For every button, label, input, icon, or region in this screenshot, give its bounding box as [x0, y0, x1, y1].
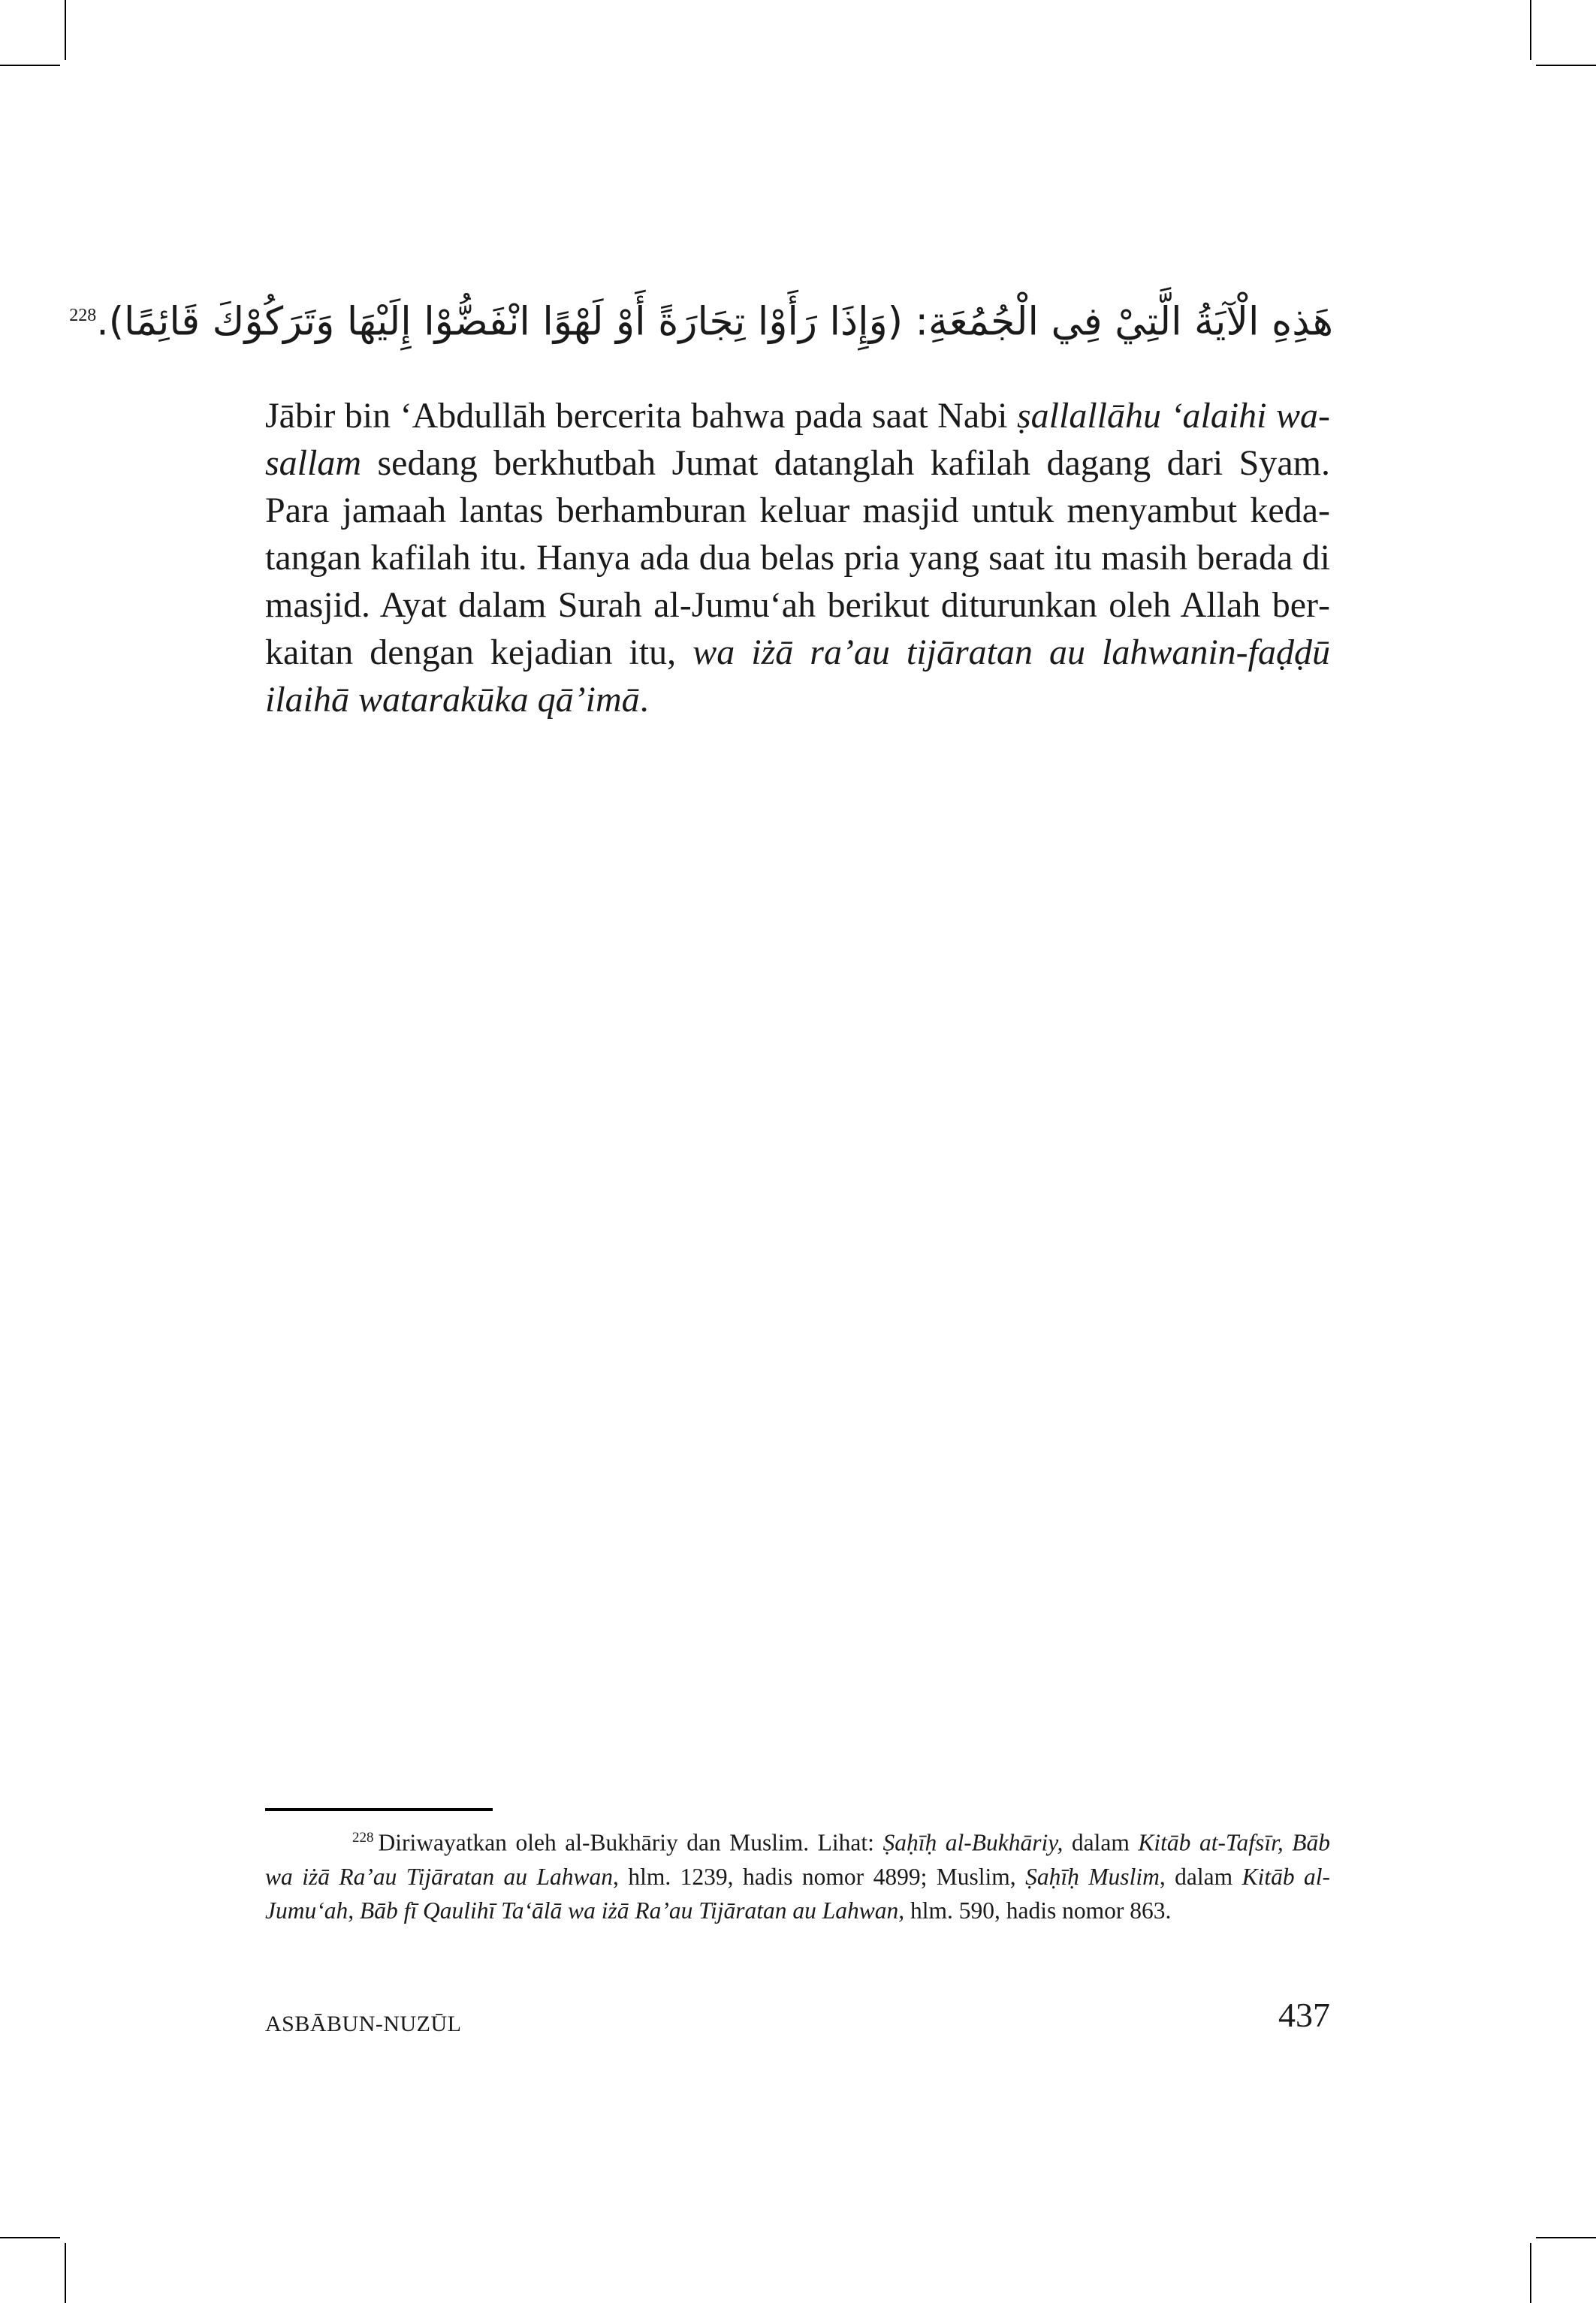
body-text-2: sedang berkhutbah Jumat datanglah kafilah dagang dari Syam. Para jamaah lantas berhamburan keluar masjid untuk menyambut kedatangan kafilah itu. Hanya ada dua belas pria yang saat itu masih berada di masjid. Ayat dalam Surah al-Jumu‘ah berikut diturunkan oleh Allah berkaitan dengan kejadian itu,: [265, 443, 1330, 672]
footnote-reference: 228: [69, 306, 97, 325]
footnote-italic-1: Ṣaḥīḥ al-Bukhāriy,: [882, 1829, 1063, 1856]
footnote: [265, 1821, 1330, 1927]
crop-mark-top-right-horizontal: [1536, 65, 1596, 66]
arabic-verse: [69, 270, 1333, 367]
footnote-number: 228: [352, 1830, 374, 1846]
footnote-rule: [265, 1808, 493, 1811]
footnote-text-4: , dalam: [1159, 1863, 1242, 1890]
body-text-1: Jābir bin ‘Abdullāh bercerita bahwa pada saat Nabi: [265, 396, 1017, 436]
footnote-italic-3: Ṣaḥīḥ Muslim: [1025, 1863, 1160, 1890]
crop-mark-top-right-vertical: [1530, 0, 1531, 60]
body-text-3: .: [639, 680, 649, 720]
footnote-italic-2: Kitāb at-Tafsīr, Bāb wa iżā Ra’au Tijāratan au Lahwan: [265, 1829, 1330, 1890]
body-italic-2: wa iżā ra’au tijāratan au lahwanin-faḍḍū ilaihā watarakūka qā’imā: [265, 632, 1330, 720]
footnote-text-1: Diriwayatkan oleh al-Bukhāriy dan Muslim. Lihat:: [378, 1829, 883, 1856]
crop-mark-bottom-right-vertical: [1530, 2243, 1531, 2303]
body-italic-1: ṣallallāhu ‘alaihi wa-sallam: [265, 396, 1331, 483]
footnote-text-3: , hlm. 1239, hadis nomor 4899; Muslim,: [613, 1863, 1026, 1890]
footnote-text-2: dalam: [1063, 1829, 1139, 1856]
crop-mark-bottom-right-horizontal: [1536, 2237, 1596, 2238]
body-paragraph: [265, 392, 1330, 723]
page-number: 437: [1278, 1996, 1330, 2034]
footnote-italic-4: Kitāb al-Jumu‘ah, Bāb fī Qaulihī Ta‘ālā wa iżā Ra’au Tijāratan au Lahwan,: [265, 1863, 1331, 1924]
running-head: ASBĀBUN-NUZŪL: [265, 2012, 462, 2036]
crop-mark-bottom-left-horizontal: [0, 2237, 60, 2238]
arabic-verse-text: هَذِهِ الْآيَةُ الَّتِيْ فِي الْجُمُعَةِ: (وَإِذَا رَأَوْا تِجَارَةً أَوْ لَهْوًا انْفَضُّوْا إِلَيْهَا وَتَرَكُوْكَ قَائِمًا).: [96, 299, 1333, 345]
crop-mark-top-left-vertical: [65, 0, 66, 60]
crop-mark-top-left-horizontal: [0, 65, 60, 66]
crop-mark-bottom-left-vertical: [65, 2243, 66, 2303]
footnote-text-5: hlm. 590, hadis nomor 863.: [904, 1897, 1172, 1924]
